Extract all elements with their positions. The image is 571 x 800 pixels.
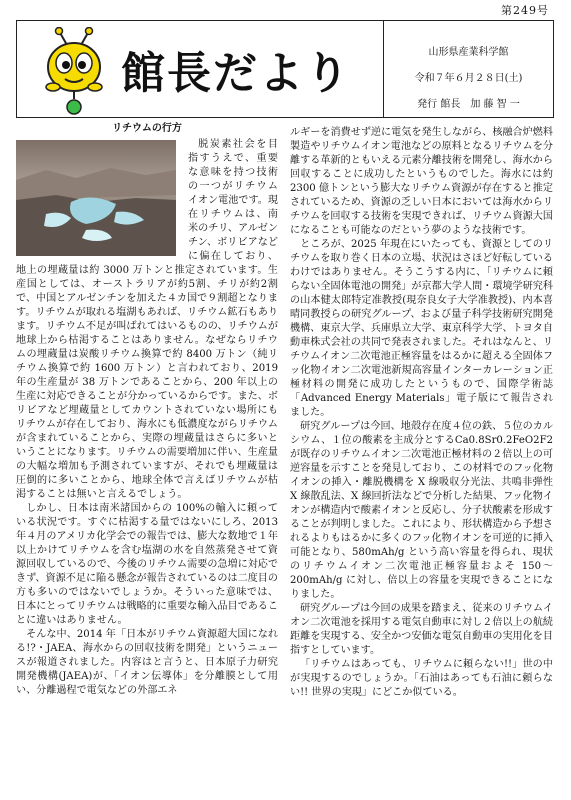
museum-mascot-icon <box>39 27 109 117</box>
masthead <box>16 20 554 118</box>
right-paragraph-3: 研究グループは今回、地殻存在度４位の鉄、５位のカルシウム、１位の酸素を主成分とするCa0.8Sr0.2FeO2F2が既存のリチウムイオン二次電池正極材料の２倍以上の可逆容量を示すことを発見しており、この材料でのフッ化物イオンの挿入・離脱機構を X 線吸収分光法、共鳴非弾性 X 線散乱法、X 線回折法などで分析した結果、フッ化物イオンが構造内で酸素イオンと反応し、分子状酸素を形成することが判明しました。これにより、形状構造から予想されるよりもはるかに多くのフッ化物イオンを可逆的に挿入可能となり、580mAh/g という高い容量を得られ、現状のリチウムイオン二次電池正極容量およそ 150～200mAh/g に対し、倍以上の容量を実現できることになりました。 <box>290 421 553 600</box>
right-paragraph-2: ところが、2025 年現在にいたっても、資源としてのリチウムを取り巻く日本の立場、状況はさほど好転しているわけではありません。そうこうする内に、「リチウムに頼らない全固体電池の開発」が京都大学人間・環境学研究科の山本健太郎特定准教授(現奈良女子大学准教授)、内本喜晴同教授らの研究グループ、および量子科学技術研究開発機構、東京大学、兵庫県立大学、東京科学大学、トヨタ自動車株式会社の共同で発表されました。それはなんと、リチウムイオン二次電池正極容量をはるかに超える全固体フッ化物イオン二次電池新規高容量インターカレーション正極材料の開発に成功したというもので、国際学術誌「Advanced Energy Materials」電子版にて報告されました。 <box>290 239 553 418</box>
salt-lake-aerial-photo <box>16 140 176 256</box>
masthead-info <box>384 21 553 117</box>
left-paragraph-3: そんな中、2014 年「日本がリチウム資源超大国になれる!?・JAEA、海水からの回収技術を開発」というニュースが報道されました。内容はと言うと、日本原子力研究開発機構(JAEA)が、「イオン伝導体」を分離膜として用い、分離過程で電気などの外部エネ <box>16 629 278 696</box>
left-paragraph-2: しかし、日本は南米諸国からの 100%の輸入に頼っている状況です。すぐに枯渇する量ではないにしろ、2013 年４月のアメリカ化学会での報告では、膨大な数地で１年以上かけてリチウムを含む塩湖の水を自然蒸発させて資源回収しているので、今後のリチウム需要の急増に対応できず、資源不足に陥る懸念が報告されているのは二度目の方も多いのではないでしょうか。そういった意味では、日本にとってリチウムは戦略的に重要な輸入品目であることに違いはありません。 <box>16 503 278 626</box>
museum-name: 山形県産業科学館 <box>428 47 509 58</box>
right-paragraph-1: ルギーを消費せず逆に電気を発生しながら、核融合炉燃料製造やリチウムイオン電池などの原料となるリチウムを分離する革新的ともいえる元素分離技術を開発し、海水から回収することに成功したというものでした。海水には約 2300 億トンという膨大なリチウム資源が存在すると推定されているため、資源の乏しい日本においては海水からリチウムを回収する技術を実現できれば、リチウム資源大国になることも可能なのだという夢のような技術です。 <box>290 127 553 236</box>
issue-number: 第249号 <box>501 4 549 17</box>
right-paragraph-4: 研究グループは今回の成果を踏まえ、従来のリチウムイオン二次電池を採用する電気自動車に対し２倍以上の航続距離を実現する、安全かつ安価な電気自動車の実用化を目指すとしています。 <box>290 603 553 656</box>
publisher: 発行 館長 加 藤 智 一 <box>417 99 520 110</box>
right-paragraph-5: 「リチウムはあっても、リチウムに頼らない!!」世の中が実現するのでしょうか。「石油はあっても石油に頼らない!! 世界の実現」にどこか似ている。 <box>290 659 553 698</box>
right-column <box>290 126 553 700</box>
left-paragraph-1: 脱炭素社会を目指すうえで、重要な意味を持つ技術の一つがリチウムイオン電池です。現在リチウムは、南米のチリ、アルゼンチン、ボリビアなどに偏在しており、地上の埋蔵量は約 3000 万トンと推定されています。生産国としては、オーストラリアが約5割、チリが約2割で、中国とアルゼンチンを加えた４カ国で９割超となります。リチウムが取れる塩湖もあれば、リチウム鉱石もあります。リチウム不足が叫ばれてはいるものの、リチウムが地球上から枯渇することはありません。なぜならリチウムの埋蔵量は炭酸リチウム換算で約 8400 万トン（純リチウム換算で約 1600 万トン）と言われており、2019 年の生産量が 38 万トンであることから、200 年以上の生産に対応できることが分かっているからです。また、ボリビアなど埋蔵量としてカウントされていない場所にもリチウムが存在しており、海水にも低濃度ながらリチウムが含まれていることから、実際の埋蔵量はさらに多いということになります。リチウムの需要増加に伴い、生産量の大幅な増加も予測されていますが、それでも埋蔵量は圧倒的に多いことから、地球全体で言えばリチウムが枯渇することは無いと言えるでしょう。 <box>16 139 278 500</box>
issue-date: 令和７年６月２８日(土) <box>414 73 523 84</box>
article-heading: リチウムの行方 <box>112 123 182 134</box>
newsletter-title: 館長だより <box>121 48 351 99</box>
left-column <box>16 122 278 698</box>
